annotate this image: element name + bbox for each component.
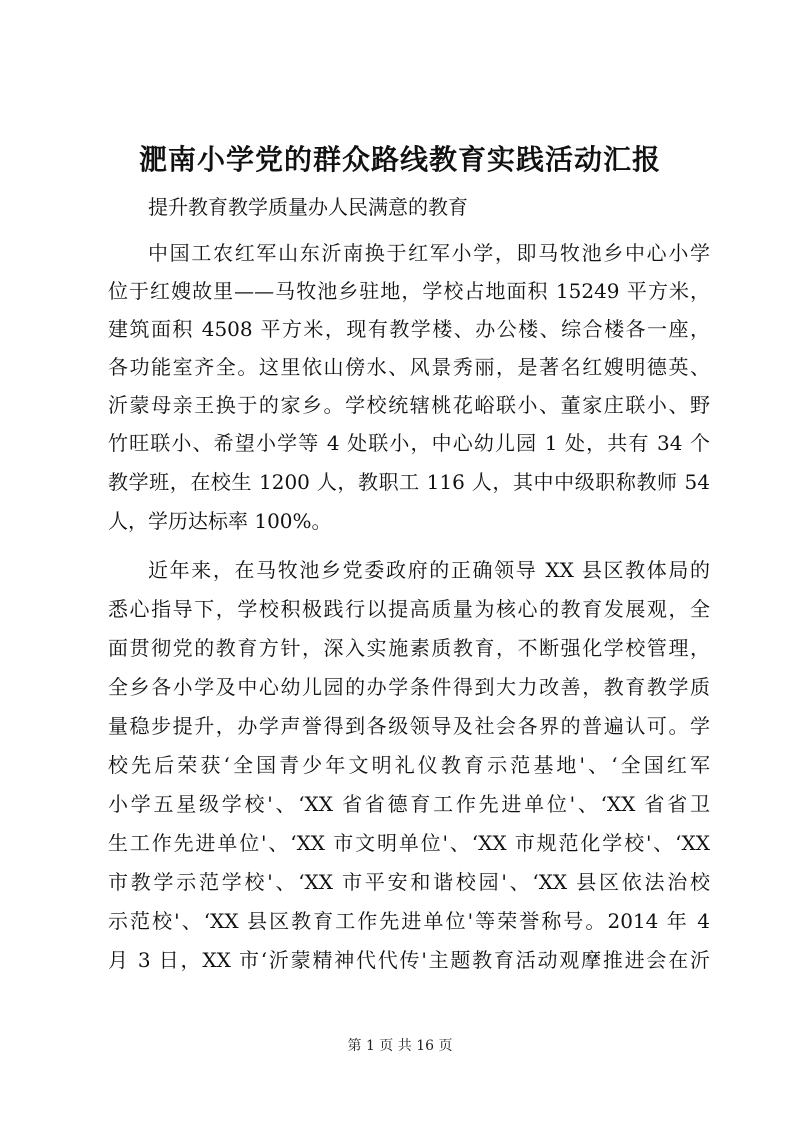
paragraph-line: 位于红嫂故里——马牧池乡驻地，学校占地面积 15249 平方米，: [108, 279, 710, 303]
paragraph-line: 量稳步提升，办学声誉得到各级领导及社会各界的普遍认可。学: [108, 714, 710, 738]
paragraph-line: 月 3 日，XX 市‘沂蒙精神代代传'主题教育活动观摩推进会在沂: [108, 948, 710, 972]
paragraph-line: 生工作先进单位'、‘XX 市文明单位'、‘XX 市规范化学校'、‘XX: [108, 831, 710, 855]
paragraph-line: 建筑面积 4508 平方米，现有教学楼、办公楼、综合楼各一座，: [108, 317, 710, 341]
paragraph-line: 全乡各小学及中心幼儿园的办学条件得到大力改善，教育教学质: [108, 675, 710, 699]
paragraph-line: 示范校'、‘XX 县区教育工作先进单位'等荣誉称号。2014 年 4: [108, 909, 710, 933]
paragraph-line: 面贯彻党的教育方针，深入实施素质教育，不断强化学校管理，: [108, 636, 710, 660]
document-title: 淝南小学党的群众路线教育实践活动汇报: [138, 143, 661, 176]
paragraph-line: 沂蒙母亲王换于的家乡。学校统辖桃花峪联小、董家庄联小、野: [108, 393, 710, 417]
document-subtitle: 提升教育教学质量办人民满意的教育: [148, 195, 468, 219]
paragraph-line: 校先后荣获‘全国青少年文明礼仪教育示范基地'、‘全国红军: [108, 753, 710, 777]
paragraph-line: 人，学历达标率 100%。: [108, 509, 332, 533]
paragraph-line: 近年来，在马牧池乡党委政府的正确领导 XX 县区教体局的: [148, 558, 710, 582]
paragraph-line: 悉心指导下，学校积极践行以提高质量为核心的教育发展观，全: [108, 597, 710, 621]
paragraph-line: 竹旺联小、希望小学等 4 处联小，中心幼儿园 1 处，共有 34 个: [108, 431, 710, 455]
paragraph-line: 教学班，在校生 1200 人，教职工 116 人，其中中级职称教师 54: [108, 470, 710, 494]
paragraph-line: 市教学示范学校'、‘XX 市平安和谐校园'、‘XX 县区依法治校: [108, 870, 710, 894]
paragraph-line: 小学五星级学校'、‘XX 省省德育工作先进单位'、‘XX 省省卫: [108, 792, 710, 816]
paragraph-line: 各功能室齐全。这里依山傍水、风景秀丽，是著名红嫂明德英、: [108, 355, 710, 379]
page-number-footer: 第 1 页 共 16 页: [347, 1038, 453, 1054]
paragraph-line: 中国工农红军山东沂南换于红军小学，即马牧池乡中心小学: [148, 241, 710, 265]
